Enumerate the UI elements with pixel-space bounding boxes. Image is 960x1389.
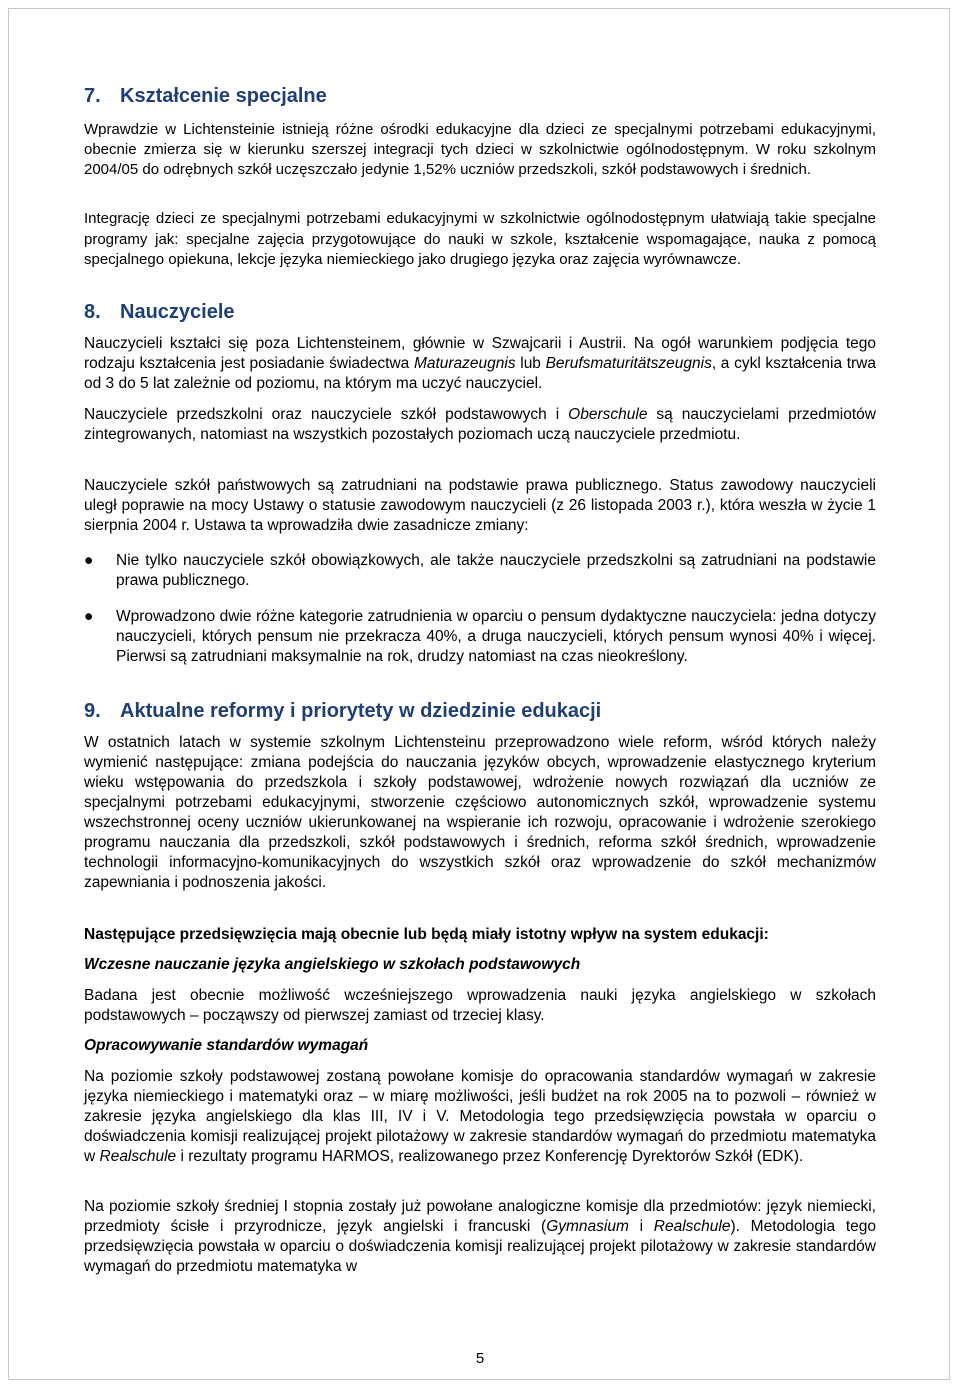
- section-9-bold-statement: Następujące przedsięwzięcia mają obecnie lub będą miały istotny wpływ na system edukacji:: [84, 926, 769, 943]
- text-run: i rezultaty programu HARMOS, realizowanego przez Konferencję Dyrektorów Szkół (EDK).: [176, 1148, 804, 1165]
- section-8-title: Nauczyciele: [120, 301, 235, 323]
- italic-term: Realschule: [99, 1148, 177, 1165]
- section-8-paragraph-1: [84, 334, 876, 394]
- bullet-dot-icon: ●: [84, 608, 94, 625]
- standards-paragraph-2: [84, 1197, 876, 1277]
- subheading-early-english: Wczesne nauczanie języka angielskiego w szkołach podstawowych: [84, 956, 581, 973]
- section-8-paragraph-3: Nauczyciele szkół państwowych są zatrudniani na podstawie prawa publicznego. Status zawodowy nauczycieli uległ poprawie na mocy Ustawy o statusie zawodowym nauczycieli (z 26 listopada 2003 r.), która weszła w życie 1 sierpnia 2004 r. Ustawa ta wprowadziła dwie zasadnicze zmiany:: [84, 477, 876, 534]
- section-7-number: 7.: [84, 85, 101, 107]
- section-9-number: 9.: [84, 700, 101, 722]
- bullet-item-1: [84, 551, 876, 591]
- text-run: ). Metodologia tego przedsięwzięcia powstała w oparciu o doświadczenia komisji realizującej projekt pilotażowy w zakresie standardów wymagań do przedmiotu matematyka w: [84, 1218, 876, 1275]
- early-english-paragraph: Badana jest obecnie możliwość wcześniejszego wprowadzenia nauki języka angielskiego w szkołach podstawowych – począwszy od pierwszej zamiast od trzeciej klasy.: [84, 987, 876, 1024]
- bullet-dot-icon: ●: [84, 552, 94, 569]
- text-run: i: [628, 1218, 654, 1235]
- text-run: Na poziomie szkoły podstawowej zostaną powołane komisje do opracowania standardów wymagań w zakresie języka niemieckiego i matematyki oraz – w miarę możliwości, jeśli budżet na rok 2005 na to pozwoli – również w zakresie języka angielskiego dla klas III, IV i V. Metodologia tego przedsięwzięcia powstała w oparciu o doświadczenia komisji realizującej projekt pilotażowy w zakresie standardów wymagań do przedmiotu matematyka w: [84, 1068, 876, 1165]
- italic-term: Gymnasium: [546, 1218, 629, 1235]
- bullet-item-2: [84, 607, 876, 667]
- section-7-title: Kształcenie specjalne: [120, 85, 327, 107]
- section-9-paragraph-1: W ostatnich latach w systemie szkolnym Lichtensteinu przeprowadzono wiele reform, wśród których należy wymienić następujące: zmiana podejścia do nauczania języków obcych, wprowadzenie elastycznego kryterium wieku wstępowania do przedszkola i szkoły podstawowej, wdrożenie nowych rozwiązań dla uczniów ze specjalnymi potrzebami edukacyjnymi, stworzenie częściowo autonomicznych szkół, wprowadzenie systemu wszechstronnej oceny uczniów ukierunkowanej na wspieranie ich rozwoju, opracowanie i wdrożenie szerokiego programu nauczania dla przedszkoli, szkół podstawowych i średnich, reforma szkół średnich, wprowadzenie technologii informacyjno-komunikacyjnych do wszystkich szkół oraz wprowadzenie do szkół mechanizmów zapewniania i podnoszenia jakości.: [84, 734, 876, 891]
- page-number: 5: [475, 1350, 485, 1367]
- italic-term: Berufsmaturitätszeugnis: [545, 355, 712, 372]
- text-run: lub: [515, 355, 546, 372]
- section-9-heading: [84, 699, 601, 723]
- text-run: Na poziomie szkoły średniej I stopnia zostały już powołane analogiczne komisje dla przedmiotów: język niemiecki, przedmioty ścisłe i przyrodnicze, język angielski i francuski (: [84, 1198, 876, 1235]
- text-run: , a cykl kształcenia trwa od 3 do 5 lat zależnie od poziomu, na którym ma uczyć nauczyciel.: [84, 355, 876, 392]
- italic-term: Maturazeugnis: [413, 355, 516, 372]
- section-7-paragraph-2: Integrację dzieci ze specjalnymi potrzebami edukacyjnymi w szkolnictwie ogólnodostępnym ułatwiają takie specjalne programy jak: specjalne zajęcia przygotowujące do nauki w szkole, kształcenie wspomagające, nauka z pomocą specjalnego opiekuna, lekcje języka niemieckiego jako drugiego języka oraz zajęcia wyrównawcze.: [84, 210, 876, 268]
- section-9-title: Aktualne reformy i priorytety w dziedzinie edukacji: [120, 700, 602, 722]
- text-run: są nauczycielami przedmiotów zintegrowanych, natomiast na wszystkich pozostałych poziomach uczą nauczyciele przedmiotu.: [84, 406, 876, 443]
- text-run: Nauczyciele przedszkolni oraz nauczyciele szkół podstawowych i: [84, 406, 569, 423]
- standards-paragraph-1: [84, 1067, 876, 1167]
- bullet-text: Wprowadzono dwie różne kategorie zatrudnienia w oparciu o pensum dydaktyczne nauczyciela: jedna dotyczy nauczycieli, których pensum nie przekracza 40%, a druga nauczycieli, których pensum wynosi 40% i więcej. Pierwsi są zatrudniani maksymalnie na rok, drudzy natomiast na czas nieokreślony.: [116, 608, 876, 665]
- section-8-number: 8.: [84, 301, 101, 323]
- bullet-text: Nie tylko nauczyciele szkół obowiązkowych, ale także nauczyciele przedszkolni są zatrudniani na podstawie prawa publicznego.: [116, 552, 876, 589]
- section-8-heading: [84, 300, 235, 324]
- section-8-paragraph-2: [84, 405, 876, 445]
- subheading-standards: Opracowywanie standardów wymagań: [84, 1037, 369, 1054]
- text-run: Nauczycieli kształci się poza Lichtensteinem, głównie w Szwajcarii i Austrii. Na ogół warunkiem podjęcia tego rodzaju kształcenia jest posiadanie świadectwa: [84, 335, 876, 372]
- italic-term: Realschule: [653, 1218, 731, 1235]
- italic-term: Oberschule: [568, 406, 648, 423]
- section-7-heading: [84, 84, 327, 108]
- section-7-paragraph-1: Wprawdzie w Lichtensteinie istnieją różne ośrodki edukacyjne dla dzieci ze specjalnymi potrzebami edukacyjnymi, obecnie zmierza się w kierunku szerszej integracji tych dzieci w szkolnictwie ogólnodostępnym. W roku szkolnym 2004/05 do odrębnych szkół uczęszczało jedynie 1,52% uczniów przedszkoli, szkół podstawowych i średnich.: [84, 121, 876, 178]
